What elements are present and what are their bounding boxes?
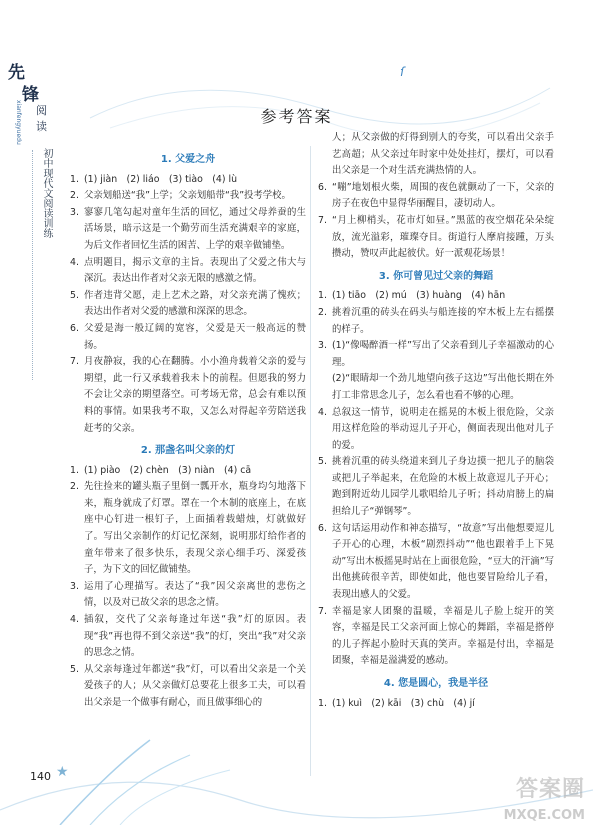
answer-number: 5. [70, 289, 79, 301]
answer-text: (1) kuì (2) kāi (3) chù (4) jí [332, 697, 475, 709]
answer-number: 3. [318, 340, 327, 352]
answer-item [70, 172, 306, 189]
answer-item [70, 479, 306, 579]
answer-item [70, 321, 306, 354]
answer-text: 插叙，交代了父亲每逢过年送“我”灯的原因。表现“我”再也得不到父亲送“我”的灯，突出“我”对父亲的思念之情。 [84, 614, 306, 659]
answer-number: 1. [318, 697, 327, 709]
answer-number: 1. [70, 173, 79, 185]
section-heading: 3. 你可曾见过父亲的舞蹈 [378, 270, 494, 282]
answer-text: 运用了心理描写。表达了“我”因父亲离世的悲伤之情，以及对已故父亲的思念之情。 [84, 580, 306, 609]
answer-item [70, 354, 306, 437]
answer-text: 月夜静寂，我的心在翻腾。小小渔舟载着父亲的爱与期望，此一行又承载着我未卜的前程。但愿我的努力不会让父亲的期望落空。可考场无常，总会有难以预料的事情。如果我考不取，又怎么对得起辛劳陪送我赶考的父亲。 [84, 356, 306, 434]
answer-number: 5. [318, 456, 327, 468]
answer-text: (1) jiàn (2) liáo (3) tiào (4) lù [84, 173, 238, 185]
answer-item [318, 454, 554, 520]
answer-number: 2. [70, 481, 79, 493]
answer-text: (1) piào (2) chèn (3) niàn (4) cā [84, 464, 252, 476]
answer-text: (1)“像喝醉酒一样”写出了父亲看到儿子幸福激动的心理。 [332, 340, 554, 368]
answer-text: 挑着沉重的砖头在码头与船连接的窄木板上左右摇摆的样子。 [332, 306, 554, 335]
answer-item [318, 288, 554, 305]
answer-text: 父爱是海一般辽阔的宽容，父爱是天一般高远的赞扬。 [84, 322, 306, 351]
answer-number: 6. [70, 322, 79, 334]
answer-item [318, 338, 554, 371]
answer-item [318, 696, 554, 713]
answer-text: 幸福是家人团聚的温暖，幸福是儿子脸上绽开的笑容，幸福是民工父亲河面上惊心的舞蹈，幸福是搭停的儿子挥起小脸时天真的笑声。幸福是付出，幸福是团聚，幸福是溢满爱的感动。 [332, 605, 554, 667]
answer-text: 挑着沉重的砖头绕道来到儿子身边摸一把儿子的脑袋或把儿子举起来，在危险的木板上故意逗儿子开心；跑到附近幼儿园学儿歌唱给儿子听；抖动肩膀上的扁担给儿子“弹钢琴”。 [332, 456, 554, 518]
answer-list [318, 696, 554, 713]
answer-item [318, 180, 554, 213]
answer-text: 总叙这一情节，说明走在摇晃的木板上很危险，父亲用这样危险的举动逗儿子开心，侧面表现出他对儿子的爱。 [332, 406, 554, 451]
answer-text: “嘣”地划根火柴，周围的夜色就颤动了一下，父亲的房子在夜色中显得华丽醒目，凄切动人。 [332, 181, 554, 210]
answer-number: 1. [318, 290, 327, 302]
watermark-url: MXQE.COM [503, 808, 585, 823]
series-title: 初中现代文阅读训练 [41, 148, 52, 238]
section-heading: 1. 父爱之舟 [160, 154, 216, 165]
answer-text: 点明题目，揭示文章的主旨。表现出了父爱之伟大与深沉。表达出作者对父亲无限的感激之情。 [84, 256, 306, 285]
answer-text: 这句话运用动作和神态描写，“故意”写出他想要逗儿子开心的心理，木板“剧烈抖动”“他也跟着手上下晃动”写出木板摇晃时站在上面很危险，“豆大的汗滴”写出他挑砖很辛苦，即使如此，他也要冒险给儿子看，表现出感人的父爱。 [332, 522, 554, 601]
answer-list [318, 180, 554, 263]
answer-item [70, 288, 306, 321]
section-heading: 4. 您是圆心，我是半径 [383, 678, 489, 689]
answer-item [318, 213, 554, 263]
answer-number: 4. [70, 614, 79, 626]
answer-number: 3. [70, 580, 79, 592]
answer-number: 7. [70, 356, 79, 368]
star-icon: ★ [56, 764, 69, 780]
brand-char: 先 [8, 63, 25, 83]
answer-item [70, 255, 306, 288]
answer-text: “月上柳梢头，花市灯如昼。”黑蓝的夜空烟花朵朵绽放，流光溢彩，璀璨夺目。街道行人摩肩接踵，万头攒动，赞叹声此起彼伏。好一派观花场景！ [332, 214, 554, 260]
band-divider [32, 150, 34, 380]
answer-text: (1) tiāo (2) mú (3) huàng (4) hān [332, 290, 506, 302]
brand-char: 锋 [22, 85, 39, 105]
answer-item [70, 463, 306, 480]
page-title: 参考答案 [260, 107, 333, 126]
answer-number: 4. [318, 406, 327, 418]
answer-number: 7. [318, 605, 327, 617]
watermark-logo: 答案圈 [515, 777, 585, 802]
answer-continuation: 人；从父亲做的灯得到别人的夸奖，可以看出父亲手艺高超；从父亲过年时家中处处挂灯，摆灯，可以看出父亲是一个对生活充满热情的人。 [332, 132, 554, 177]
answer-text: 寥寥几笔勾起对童年生活的回忆，通过父母养蚕的生活场景，暗示这是一个勤劳而生活充满艰辛的家庭，为后文作者回忆生活的困苦、上学的艰辛做铺垫。 [84, 206, 306, 251]
brand-subtitle: xianfengyuedu [15, 100, 22, 145]
answer-number: 6. [318, 522, 327, 534]
answer-number: 5. [70, 663, 79, 675]
answer-text: 父亲划船送“我”上学；父亲划船带“我”投考学校。 [84, 190, 291, 202]
answer-item [70, 662, 306, 712]
section-heading: 2. 那盏名叫父亲的灯 [140, 445, 236, 457]
answer-item [70, 579, 306, 612]
footer-decoration [0, 700, 593, 825]
answer-number: 2. [70, 190, 79, 202]
answer-number: 4. [70, 256, 79, 268]
answer-number: 1. [70, 464, 79, 476]
answer-item [318, 604, 554, 670]
right-column [318, 130, 554, 712]
answer-text: 先往捡来的罐头瓶子里倒一瓢开水，瓶身均匀地落下来，瓶身就成了灯罩。罩在一个木制的底座上，在底座中心钉进一根钉子，上面插着载蜡烛，灯就做好了。写出父亲制作的灯记忆深刻，说明那灯给作者的童年带来了很多快乐，表现父亲心细手巧、深爱孩子，为下文的回忆做铺垫。 [84, 481, 306, 576]
answer-number: 3. [70, 206, 79, 218]
answer-item [318, 521, 554, 604]
answer-text: 从父亲每逢过年都送“我”灯，可以看出父亲是一个关爱孩子的人；从父亲做灯总要花上很多工夫，可以看出父亲是一个做事有耐心，而且做事细心的 [84, 663, 306, 708]
answer-item [70, 612, 306, 662]
answer-number: 6. [318, 181, 327, 193]
answer-number: 7. [318, 214, 327, 226]
answer-list [318, 288, 554, 371]
answer-item [70, 188, 306, 205]
svg-text:ſ: ſ [400, 65, 405, 79]
answer-item [70, 205, 306, 255]
answer-text: 作者违背父愿，走上艺术之路，对父亲充满了愧疚；表达出作者对父爱的感激和深深的思念。 [84, 289, 306, 318]
brand-char: 读 [36, 120, 47, 133]
page-number: 140 [30, 770, 51, 783]
column-divider [310, 146, 311, 776]
answer-list [70, 172, 306, 438]
answer-list [318, 405, 554, 671]
answer-item [318, 305, 554, 338]
answer-number: 2. [318, 306, 327, 318]
answer-item [318, 405, 554, 455]
answer-subitem: (2)“眼睛却一个劲儿地望向孩子这边”写出他长期在外打工非常思念儿子，怎么看也看不够的心理。 [332, 373, 554, 401]
left-column [70, 148, 306, 712]
brand-char: 阅 [36, 104, 47, 117]
answer-list [70, 463, 306, 712]
